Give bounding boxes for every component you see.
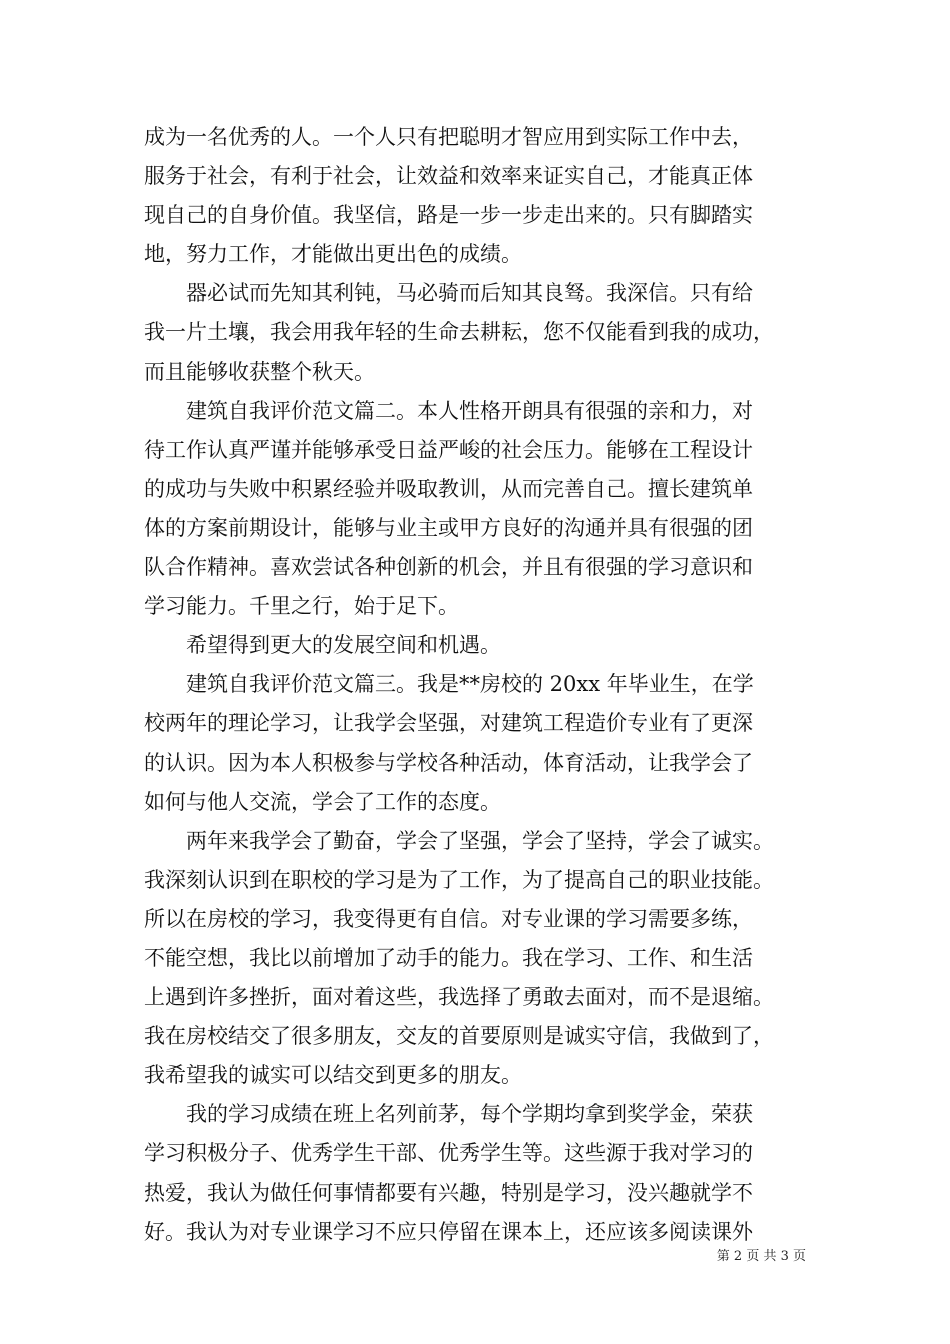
text-line: 我一片土壤，我会用我年轻的生命去耕耘，您不仅能看到我的成功， — [144, 320, 774, 345]
text-line: 学习能力。千里之行，始于足下。 — [144, 594, 459, 619]
page-footer: 第 2 页 共 3 页 — [716, 1249, 806, 1264]
text-line: 学习积极分子、优秀学生干部、优秀学生等。这些源于我对学习的 — [144, 1141, 753, 1166]
text-line: 而且能够收获整个秋天。 — [144, 359, 375, 384]
text-line: 现自己的自身价值。我坚信，路是一步一步走出来的。只有脚踏实 — [144, 203, 753, 228]
text-line: 如何与他人交流，学会了工作的态度。 — [144, 789, 501, 814]
document-body — [144, 118, 814, 1252]
text-line: 我的学习成绩在班上名列前茅，每个学期均拿到奖学金，荣获 — [186, 1102, 753, 1127]
text-line: 队合作精神。喜欢尝试各种创新的机会，并且有很强的学习意识和 — [144, 555, 753, 580]
text-line: 体的方案前期设计，能够与业主或甲方良好的沟通并具有很强的团 — [144, 515, 753, 540]
text-line: 热爱，我认为做任何事情都要有兴趣，特别是学习，没兴趣就学不 — [144, 1180, 753, 1205]
text-line: 校两年的理论学习，让我学会坚强，对建筑工程造价专业有了更深 — [144, 711, 753, 736]
text-line: 我在房校结交了很多朋友，交友的首要原则是诚实守信，我做到了， — [144, 1024, 774, 1049]
text-line: 的成功与失败中积累经验并吸取教训，从而完善自己。擅长建筑单 — [144, 476, 753, 501]
text-line: 我希望我的诚实可以结交到更多的朋友。 — [144, 1063, 522, 1088]
text-line: 服务于社会，有利于社会，让效益和效率来证实自己，才能真正体 — [144, 164, 753, 189]
text-line: 待工作认真严谨并能够承受日益严峻的社会压力。能够在工程设计 — [144, 437, 753, 462]
text-line: 器必试而先知其利钝，马必骑而后知其良驽。我深信。只有给 — [186, 281, 753, 306]
text-line: 不能空想，我比以前增加了动手的能力。我在学习、工作、和生活 — [144, 945, 753, 970]
text-line: 地，努力工作，才能做出更出色的成绩。 — [144, 242, 522, 267]
text-line: 建筑自我评价范文篇二。本人性格开朗具有很强的亲和力，对 — [186, 398, 753, 423]
text-line: 两年来我学会了勤奋，学会了坚强，学会了坚持，学会了诚实。 — [186, 828, 774, 853]
text-line: 上遇到许多挫折，面对着这些，我选择了勇敢去面对，而不是退缩。 — [144, 985, 774, 1010]
text-line: 好。我认为对专业课学习不应只停留在课本上，还应该多阅读课外 — [144, 1219, 753, 1244]
text-line: 建筑自我评价范文篇三。我是**房校的 20xx 年毕业生，在学 — [186, 672, 754, 697]
text-line: 我深刻认识到在职校的学习是为了工作，为了提高自己的职业技能。 — [144, 867, 774, 892]
text-line: 希望得到更大的发展空间和机遇。 — [186, 633, 501, 658]
text-line: 的认识。因为本人积极参与学校各种活动，体育活动，让我学会了 — [144, 750, 753, 775]
text-line: 所以在房校的学习，我变得更有自信。对专业课的学习需要多练， — [144, 906, 753, 931]
text-line: 成为一名优秀的人。一个人只有把聪明才智应用到实际工作中去， — [144, 125, 753, 149]
